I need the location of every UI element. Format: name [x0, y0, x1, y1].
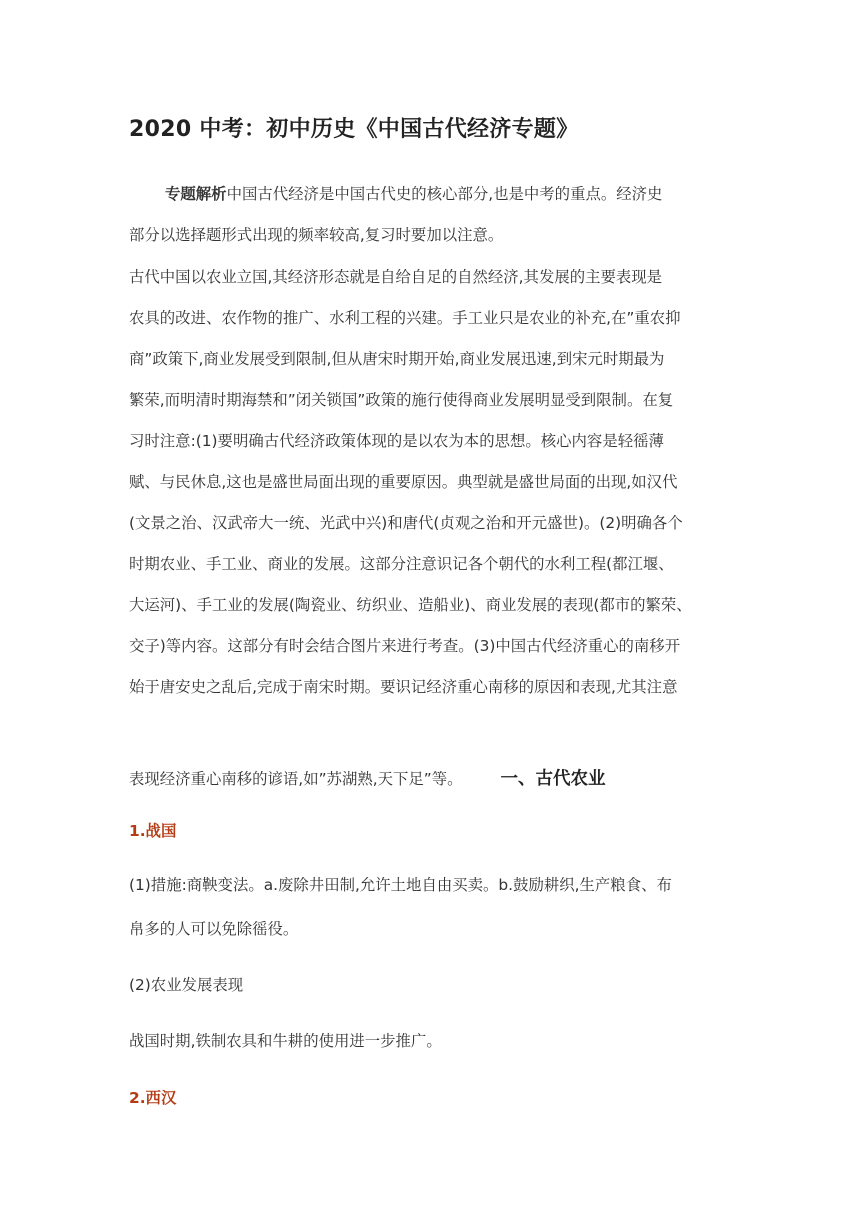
body-line: 交子)等内容。这部分有时会结合图片来进行考查。(3)中国古代经济重心的南移开 — [129, 637, 681, 655]
intro-line-2: 部分以选择题形式出现的频率较高,复习时要加以注意。 — [129, 226, 504, 244]
body-line: 始于唐安史之乱后,完成于南宋时期。要识记经济重心南移的原因和表现,尤其注意 — [129, 678, 678, 696]
intro-bold-label: 专题解析 — [165, 185, 227, 203]
body-last-line — [129, 768, 606, 790]
body-line: 时期农业、手工业、商业的发展。这部分注意识记各个朝代的水利工程(都江堰、 — [129, 555, 674, 573]
measure-line-2: 帛多的人可以免除徭役。 — [129, 920, 299, 938]
intro-line-1-text: 中国古代经济是中国古代史的核心部分,也是中考的重点。经济史 — [226, 185, 663, 203]
body-line: 习时注意:(1)要明确古代经济政策体现的是以农为本的思想。核心内容是轻徭薄 — [129, 432, 664, 450]
body-line: 商”政策下,商业发展受到限制,但从唐宋时期开始,商业发展迅速,到宋元时期最为 — [129, 350, 665, 368]
section-heading-agriculture: 一、古代农业 — [500, 769, 606, 789]
body-line: 农具的改进、农作物的推广、水利工程的兴建。手工业只是农业的补充,在”重农抑 — [129, 309, 681, 327]
body-last-line-text: 表现经济重心南移的谚语,如”苏湖熟,天下足”等。 — [129, 770, 463, 788]
body-line: 繁荣,而明清时期海禁和”闭关锁国”政策的施行使得商业发展明显受到限制。在复 — [129, 391, 674, 409]
intro-line-1 — [129, 183, 662, 205]
page-title: 2020 中考：初中历史《中国古代经济专题》 — [129, 117, 579, 142]
body-line: 古代中国以农业立国,其经济形态就是自给自足的自然经济,其发展的主要表现是 — [129, 268, 663, 286]
subsection-heading-western-han: 2.西汉 — [129, 1089, 177, 1107]
body-line: 赋、与民休息,这也是盛世局面出现的重要原因。典型就是盛世局面的出现,如汉代 — [129, 473, 678, 491]
subsection-heading-warring-states: 1.战国 — [129, 822, 177, 840]
development-text: 战国时期,铁制农具和牛耕的使用进一步推广。 — [129, 1032, 442, 1050]
sub-label-development: (2)农业发展表现 — [129, 976, 244, 994]
measure-line-1: (1)措施:商鞅变法。a.废除井田制,允许土地自由买卖。b.鼓励耕织,生产粮食、布 — [129, 876, 672, 894]
body-line: 大运河)、手工业的发展(陶瓷业、纺织业、造船业)、商业发展的表现(都市的繁荣、 — [129, 596, 692, 614]
body-line: (文景之治、汉武帝大一统、光武中兴)和唐代(贞观之治和开元盛世)。(2)明确各个 — [129, 514, 683, 532]
